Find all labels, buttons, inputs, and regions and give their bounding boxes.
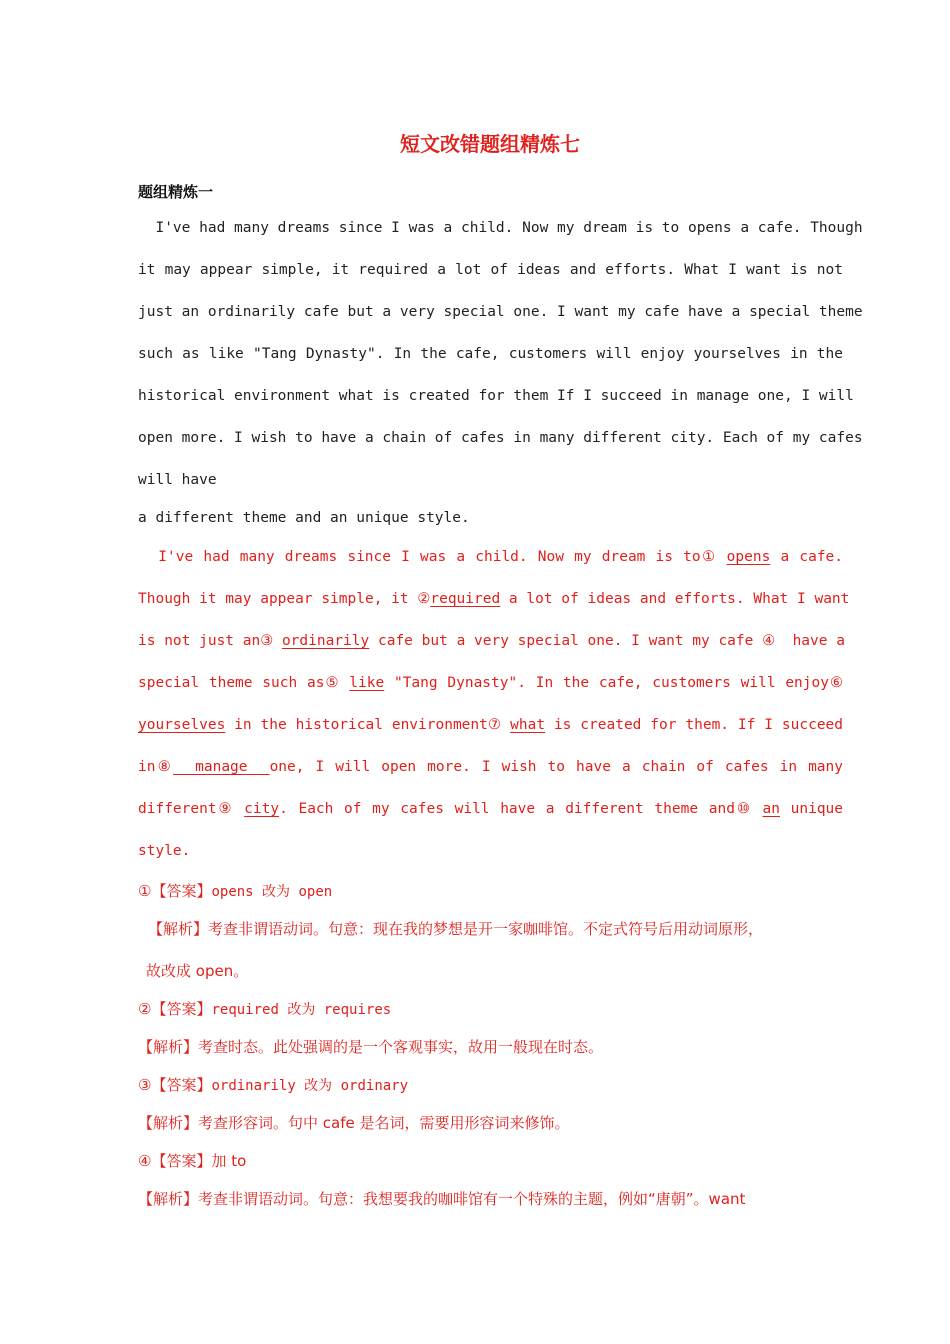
error-word: city [244, 801, 280, 817]
passage-line: will have [138, 472, 217, 488]
error-word: ordinarily [281, 633, 370, 649]
corrected-line: I've had many dreams since I was a child. Now my dream is to① opens a cafe. [138, 549, 844, 565]
passage-line: I've had many dreams since I was a child. Now my dream is to opens a cafe. Though [138, 220, 863, 236]
corrected-line: style. [138, 843, 191, 859]
corrected-line: in⑧ manage one, I will open more. I wish to have a chain of cafes in many [138, 759, 843, 775]
answer-line: ④【答案】加 to [138, 1152, 247, 1170]
marker: ③ [260, 633, 274, 649]
marker: ⑨ [216, 801, 234, 817]
passage-line: it may appear simple, it required a lot of ideas and efforts. What I want is not [138, 262, 843, 278]
error-word: opens [726, 549, 771, 565]
passage-line: a different theme and an unique style. [138, 510, 470, 526]
corrected-line: Though it may appear simple, it ②required a lot of ideas and efforts. What I want [138, 591, 850, 607]
passage-line: open more. I wish to have a chain of cafes in many different city. Each of my cafes [138, 430, 863, 446]
answer-line: ①【答案】opens 改为 open [138, 882, 333, 900]
marker: ⑥ [828, 675, 844, 691]
analysis-line: 故改成 open。 [146, 962, 249, 980]
page-title: 短文改错题组精炼七 [400, 132, 580, 156]
error-word: yourselves [138, 717, 226, 733]
error-word: manage [173, 759, 270, 775]
analysis-line: 【解析】考查非谓语动词。句意：我想要我的咖啡馆有一个特殊的主题，例如“唐朝”。want [138, 1190, 746, 1208]
marker: ⑤ [324, 675, 340, 691]
marker: ② [417, 591, 431, 607]
answer-line: ②【答案】required 改为 requires [138, 1000, 392, 1018]
analysis-line: 【解析】考查形容词。句中 cafe 是名词，需要用形容词来修饰。 [138, 1114, 570, 1132]
corrected-line: different⑨ city. Each of my cafes will have a different theme and⑩ an unique [138, 801, 844, 817]
passage-line: just an ordinarily cafe but a very special one. I want my cafe have a special theme [138, 304, 863, 320]
analysis-line: 【解析】考查非谓语动词。句意：现在我的梦想是开一家咖啡馆。不定式符号后用动词原形， [148, 920, 764, 938]
analysis-line: 【解析】考查时态。此处强调的是一个客观事实，故用一般现在时态。 [138, 1038, 604, 1056]
corrected-line: yourselves in the historical environment⑦ what is created for them. If I succeed [138, 717, 844, 733]
marker: ① [700, 549, 717, 565]
marker: ⑩ [734, 801, 752, 817]
marker: ⑦ [487, 717, 502, 733]
error-word: an [762, 801, 780, 817]
marker: ④ [762, 633, 776, 649]
error-word: what [510, 717, 546, 733]
corrected-line: is not just an③ ordinarily cafe but a very special one. I want my cafe ④ have a [138, 633, 845, 649]
passage-line: such as like "Tang Dynasty". In the cafe, customers will enjoy yourselves in the [138, 346, 843, 362]
error-word: required [430, 591, 501, 607]
passage-line: historical environment what is created for them If I succeed in manage one, I will [138, 388, 854, 404]
section-heading: 题组精炼一 [138, 183, 214, 201]
answer-line: ③【答案】ordinarily 改为 ordinary [138, 1076, 409, 1094]
marker: ⑧ [155, 759, 174, 775]
corrected-line: special theme such as⑤ like "Tang Dynasty". In the cafe, customers will enjoy⑥ [138, 675, 844, 691]
error-word: like [349, 675, 385, 691]
